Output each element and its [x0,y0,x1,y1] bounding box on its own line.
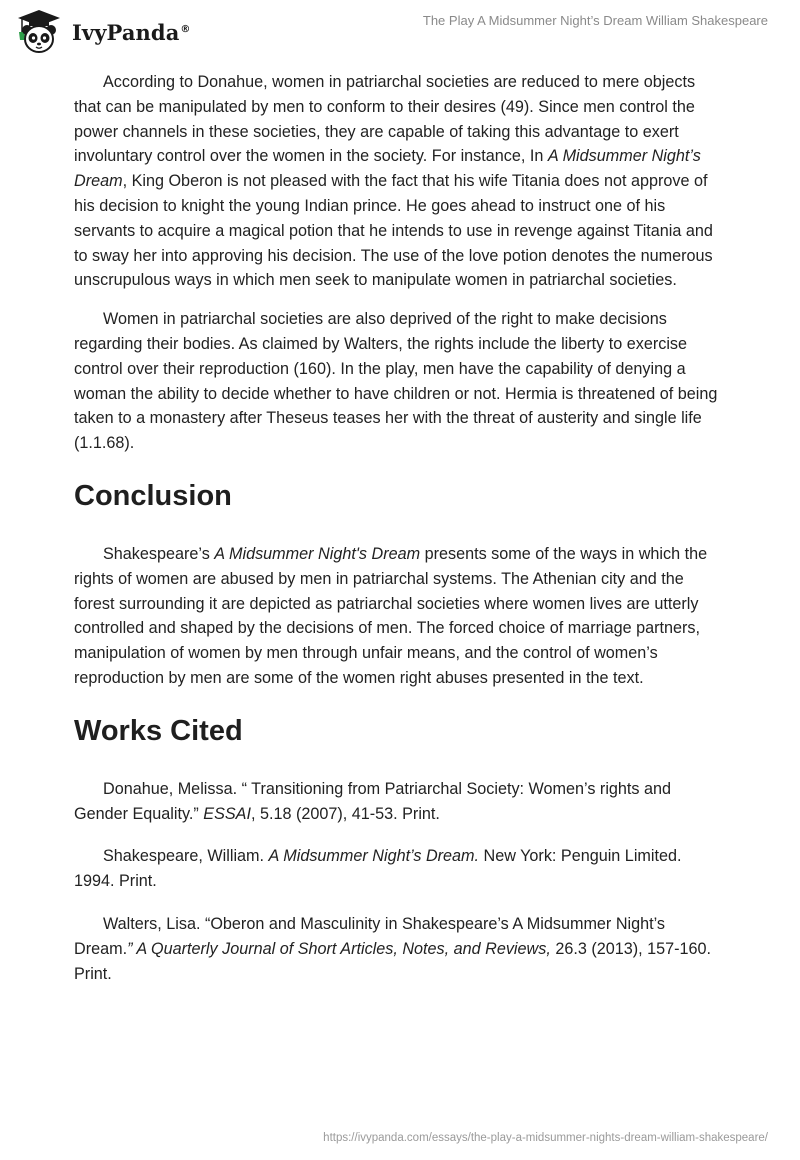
registered-mark: ® [180,23,191,35]
page-header [0,0,800,60]
panda-graduate-icon [14,8,64,56]
essay-content [74,70,726,1004]
citation-entry: Donahue, Melissa. “ Transitioning from Patriarchal Society: Women’s rights and Gender Equality.” ESSAI, 5.18 (2007), 41-53. Print. [74,779,672,823]
works-cited-heading: Works Cited [74,714,243,747]
running-title: The Play A Midsummer Night’s Dream William Shakespeare [422,13,768,28]
conclusion-paragraph: Shakespeare’s A Midsummer Night's Dream presents some of the ways in which the rights of women are abused by men in patriarchal systems. The Athenian city and the forest surrounding it are depicted as patriarchal societies where women lives are utterly controlled and shaped by the decisions of men. The forced choice of marriage partners, manipulation of women by men through unfair means, and the control of women’s reproduction by men are some of the women right abuses presented in the text. [74,544,708,687]
conclusion-heading: Conclusion [74,479,232,512]
citation-entry: Shakespeare, William. A Midsummer Night’s Dream. New York: Penguin Limited. 1994. Print. [74,847,682,891]
citation-entry: Walters, Lisa. “Oberon and Masculinity in Shakespeare’s A Midsummer Night’s Dream.” A Quarterly Journal of Short Articles, Notes, and Reviews, 26.3 (2013), 157-160. Print. [74,914,712,983]
ivypanda-logo[interactable] [14,8,191,56]
source-url[interactable]: https://ivypanda.com/essays/the-play-a-midsummer-nights-dream-william-shakespeare/ [323,1132,768,1144]
body-paragraph: According to Donahue, women in patriarchal societies are reduced to mere objects that can be manipulated by men to conform to their desires (49). Since men control the power channels in these societies, they are capable of taking this advantage to exert involuntary control over the women in the society. For instance, In A Midsummer Night’s Dream, King Oberon is not pleased with the fact that his wife Titania does not approve of his decision to knight the young Indian prince. He goes ahead to instruct one of his servants to acquire a magical potion that he intends to use in revenge against Titania and to sway her into approving his decision. The use of the love potion denotes the numerous unscrupulous ways in which men seek to manipulate women in patriarchal societies. [74,73,713,290]
body-paragraph: Women in patriarchal societies are also deprived of the right to make decisions regarding their bodies. As claimed by Walters, the rights include the liberty to exercise control over their reproduction (160). In the play, men have the capability of denying a woman the ability to decide whether to have children or not. Hermia is threatened of being taken to a monastery after Theseus teases her with the threat of austerity and single life (1.1.68). [74,310,718,453]
logo-text: IvyPanda® [72,19,191,45]
